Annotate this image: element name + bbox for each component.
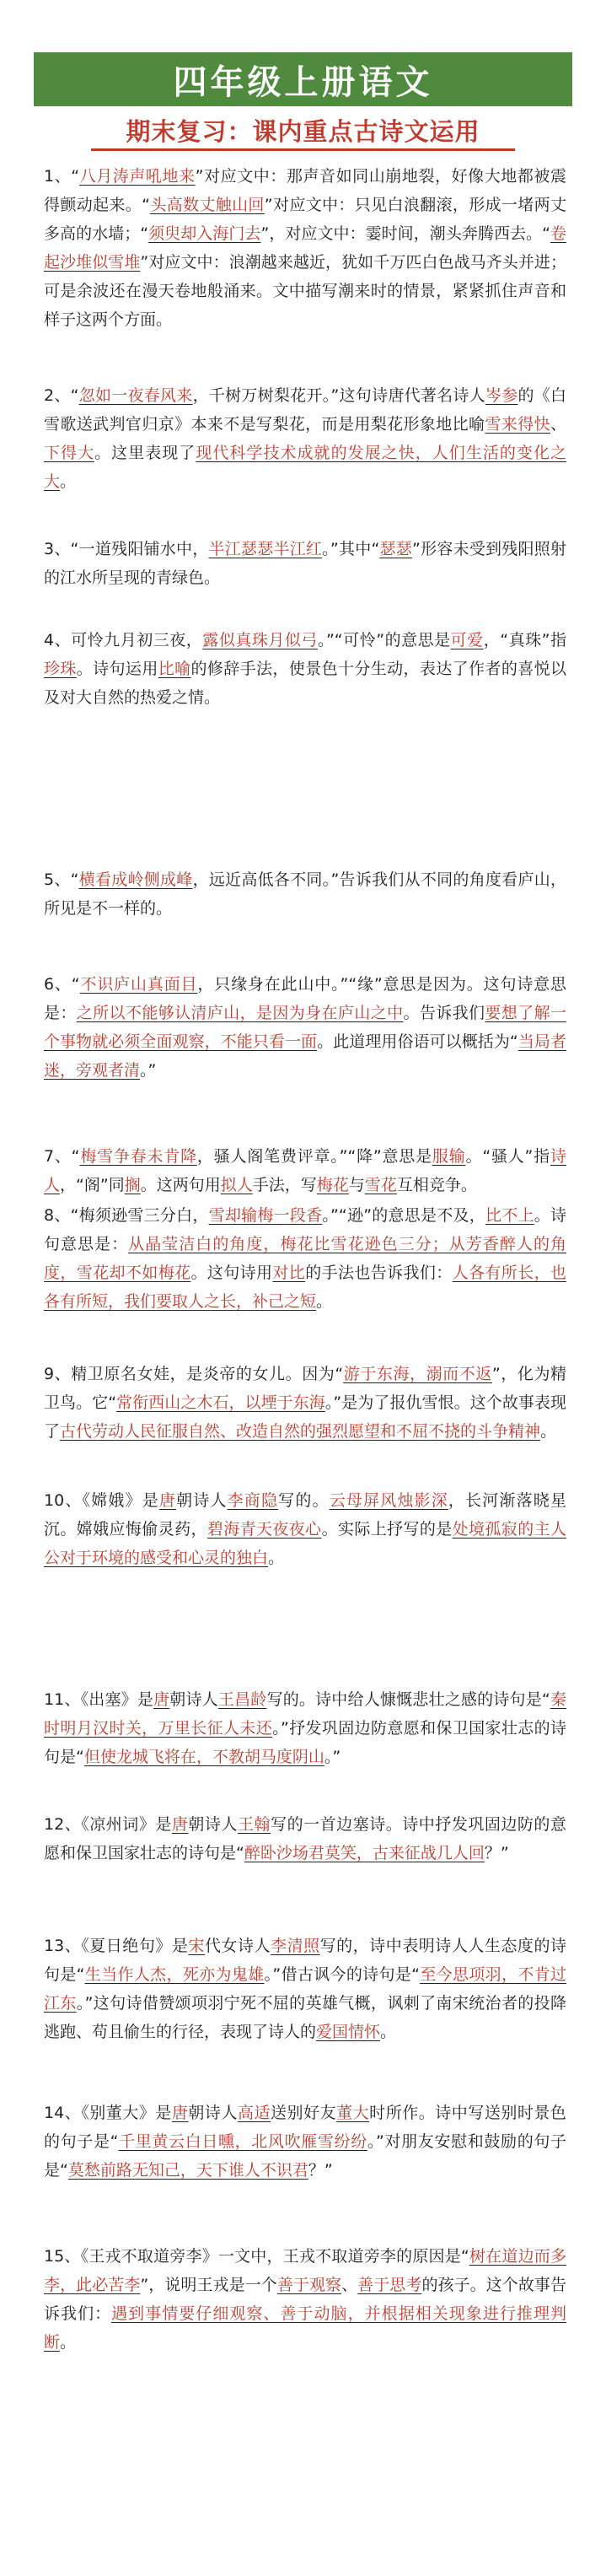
key-phrase: 王昌龄 xyxy=(217,1690,267,1709)
subtitle-underline xyxy=(91,148,515,151)
review-item-4 xyxy=(44,626,566,712)
key-phrase: 头高数丈触山回 xyxy=(149,196,265,214)
key-phrase: 不识庐山真面目 xyxy=(79,975,198,994)
key-phrase: 善于思考 xyxy=(357,2276,422,2294)
key-phrase: 至今思项羽，不肯过江东 xyxy=(44,1965,566,2013)
page-subtitle: 期末复习：课内重点古诗文运用 xyxy=(126,117,480,146)
key-phrase: 唐 xyxy=(171,1815,189,1834)
key-phrase: 现代科学技术成就的发展之快，人们生活的变化之大 xyxy=(44,444,566,491)
key-phrase: 珍珠 xyxy=(44,660,77,678)
key-phrase: 人各有所长，也各有所短，我们要取人之长，补己之短 xyxy=(44,1264,566,1311)
key-phrase: 古代劳动人民征服自然、改造自然的强烈愿望和不屈不挠的斗争精神 xyxy=(60,1422,541,1441)
key-phrase: 卷起沙堆似雪堆 xyxy=(44,224,566,272)
key-phrase: 之所以不能够认清庐山，是因为身在庐山之中 xyxy=(76,1004,404,1022)
text-segment: ”对应文中：只见白浪翻滚，形成一堵两丈多高的水墙；“ xyxy=(44,196,566,243)
text-segment: 14、《别董大》是 xyxy=(44,2104,172,2122)
text-segment: 。 xyxy=(60,2333,77,2352)
text-segment: 。诗句意思是： xyxy=(44,1206,566,1253)
review-item-1 xyxy=(44,162,566,334)
text-segment: ，千树万树梨花开。”这句诗唐代著名诗人 xyxy=(192,386,485,405)
text-segment: 。这里表现了 xyxy=(94,444,196,462)
text-segment: 。”是为了报仇雪恨。这个故事表现了 xyxy=(44,1393,566,1441)
review-item-9 xyxy=(44,1360,566,1446)
review-item-6 xyxy=(44,970,566,1085)
key-phrase: 拟人 xyxy=(220,1176,253,1194)
text-segment: ，“真珠”指 xyxy=(483,631,566,649)
key-phrase: 梅雪争春未肯降 xyxy=(79,1147,197,1166)
review-item-7 xyxy=(44,1142,566,1199)
key-phrase: 雪来得快 xyxy=(485,415,550,434)
key-phrase: 半江瑟瑟半江红 xyxy=(208,540,323,558)
key-phrase: 下得大 xyxy=(44,444,95,462)
key-phrase: 爱国情怀 xyxy=(316,2023,381,2041)
text-segment: 9、精卫原名女娃，是炎帝的女儿。因为“ xyxy=(44,1365,344,1383)
text-segment: 。此道理用俗语可以概括为“ xyxy=(317,1032,518,1051)
key-phrase: 诗人 xyxy=(44,1147,566,1194)
text-segment: 。”“逊”的意思是不及， xyxy=(322,1206,485,1225)
key-phrase: 董大 xyxy=(336,2104,370,2122)
text-segment: ，长河渐落晓星沉。嫦娥应悔偷灵药， xyxy=(44,1491,566,1539)
key-phrase: 生当作人杰，死亦为鬼雄 xyxy=(84,1965,265,1984)
key-phrase: 从晶莹洁白的角度，梅花比雪花逊色三分；从芳香醉人的角度，雪花却不如梅花 xyxy=(44,1235,566,1282)
text-segment: 。”对朋友安慰和鼓励的句子是“ xyxy=(44,2132,566,2180)
text-segment: 。“骚人”指 xyxy=(465,1147,550,1166)
text-segment: ？” xyxy=(308,2161,333,2180)
key-phrase: 横看成岭侧成峰 xyxy=(78,870,193,889)
text-segment: 的手法也告诉我们： xyxy=(305,1264,453,1282)
review-item-8 xyxy=(44,1201,566,1316)
key-phrase: 服输 xyxy=(432,1147,466,1166)
text-segment: 与 xyxy=(348,1176,365,1194)
key-phrase: 八月涛声吼地来 xyxy=(79,167,196,186)
key-phrase: 游于东海，溺而不返 xyxy=(343,1365,492,1383)
review-item-13 xyxy=(44,1932,566,2046)
key-phrase: 要想了解一个事物就必须全面观察，不能只看一面 xyxy=(44,1004,566,1051)
text-segment: 8、“梅须逊雪三分白， xyxy=(44,1206,209,1225)
key-phrase: 当局者迷，旁观者清 xyxy=(44,1032,566,1080)
text-segment: 的《白雪歌送武判官归京》本来不是写梨花，而是用梨花形象地比喻 xyxy=(44,386,566,434)
key-phrase: 碧海青天夜夜心 xyxy=(206,1520,322,1539)
text-segment: ，骚人阁笔费评章。”“降”意思是 xyxy=(196,1147,432,1166)
key-phrase: 李商隐 xyxy=(227,1491,279,1510)
text-segment: ”形容未受到残阳照射的江水所呈现的青绿色。 xyxy=(44,540,566,587)
key-phrase: 但使龙城飞将在，不教胡马度阴山 xyxy=(83,1748,324,1766)
key-phrase: 善于观察 xyxy=(276,2276,342,2294)
text-segment: 。”其中“ xyxy=(322,540,380,558)
text-segment: 1、“ xyxy=(44,167,80,186)
key-phrase: 须臾却入海门去 xyxy=(148,224,261,243)
page-title: 四年级上册语文 xyxy=(173,62,433,102)
text-segment: 朝诗人 xyxy=(176,1491,228,1510)
key-phrase: 忽如一夜春风来 xyxy=(78,386,193,405)
text-segment: 。这句诗用 xyxy=(190,1264,273,1282)
text-segment: 。这两句用 xyxy=(140,1176,221,1194)
key-phrase: 遇到事情要仔细观察、善于动脑，并根据相关现象进行推理判断 xyxy=(44,2304,566,2352)
text-segment: 。 xyxy=(316,1292,333,1311)
text-segment: 。” xyxy=(140,1061,157,1080)
review-item-11 xyxy=(44,1685,566,1771)
text-segment: 写的。诗中给人慷慨悲壮之感的诗句是“ xyxy=(266,1690,550,1709)
key-phrase: 王翰 xyxy=(237,1815,271,1834)
text-segment: 送别好友 xyxy=(271,2104,337,2122)
key-phrase: 露似真珠月似弓 xyxy=(202,631,318,649)
review-item-5 xyxy=(44,865,566,923)
text-segment: ，只缘身在此山中。”“缘”意思是因为。这句诗意思是： xyxy=(44,975,566,1022)
text-segment: ”对应文中：浪潮越来越近，犹如千万匹白色战马齐头并进；可是余波还在漫天卷地般涌来。文中描写潮来时的情景，紧紧抓住声音和样子这两个方面。 xyxy=(44,253,566,329)
review-item-3 xyxy=(44,535,566,592)
text-segment: 写的，诗中表明诗人人生态度的诗句是“ xyxy=(44,1937,566,1984)
key-phrase: 高适 xyxy=(237,2104,271,2122)
text-segment: ”，说明王戎是一个 xyxy=(140,2276,277,2294)
text-segment: 15、《王戎不取道旁李》一文中，王戎不取道旁李的原因是“ xyxy=(44,2247,469,2266)
key-phrase: 瑟瑟 xyxy=(379,540,413,558)
text-segment: 。”“可怜”的意思是 xyxy=(317,631,451,649)
key-phrase: 比喻 xyxy=(158,660,191,678)
text-segment: 写的一首边塞诗。诗中抒发巩固边防的意愿和保卫国家壮志的诗句是“ xyxy=(44,1815,566,1862)
text-segment: 的孩子。这个故事告诉我们： xyxy=(44,2276,566,2323)
text-segment: 。” xyxy=(324,1748,341,1766)
text-segment: 。 xyxy=(60,472,77,491)
text-segment: ”，对应文中：霎时间，潮头奔腾西去。“ xyxy=(260,224,550,243)
text-segment: 11、《出塞》是 xyxy=(44,1690,154,1709)
review-item-15 xyxy=(44,2242,566,2357)
text-segment: 。 xyxy=(268,1549,285,1567)
text-segment: 。”借古讽今的诗句是“ xyxy=(264,1965,421,1984)
text-segment: 。 xyxy=(380,2023,397,2041)
text-segment: ，“阁”同 xyxy=(60,1176,125,1194)
key-phrase: 秦时明月汉时关，万里长征人未还 xyxy=(44,1690,566,1738)
text-segment: 6、“ xyxy=(44,975,80,994)
key-phrase: 梅花 xyxy=(316,1176,349,1194)
text-segment: 5、“ xyxy=(44,870,79,889)
text-segment: ，远近高低各不同。”告诉我们从不同的角度看庐山，所见是不一样的。 xyxy=(44,870,566,918)
key-phrase: 千里黄云白日曛，北风吹雁雪纷纷 xyxy=(118,2132,367,2151)
text-segment: 13、《夏日绝句》是 xyxy=(44,1937,189,1955)
text-segment: 7、“ xyxy=(44,1147,80,1166)
title-banner xyxy=(34,52,572,106)
key-phrase: 雪却输梅一段香 xyxy=(208,1206,323,1225)
key-phrase: 树在道边而多李，此必苦李 xyxy=(44,2247,566,2294)
key-phrase: 处境孤寂的主人公对于环境的感受和心灵的独白 xyxy=(44,1520,566,1567)
text-segment: 写的。 xyxy=(278,1491,330,1510)
text-segment: 、 xyxy=(341,2276,358,2294)
key-phrase: 对比 xyxy=(272,1264,306,1282)
key-phrase: 可爱 xyxy=(450,631,484,649)
key-phrase: 醉卧沙场君莫笑，古来征战几人回 xyxy=(244,1844,485,1862)
text-segment: ”对应文中：那声音如同山崩地裂，好像大地都被震得颤动起来。“ xyxy=(44,167,566,214)
text-segment: 。”抒发巩固边防意愿和保卫国家壮志的诗句是“ xyxy=(44,1719,566,1766)
text-segment: ？” xyxy=(484,1844,509,1862)
text-segment: 朝诗人 xyxy=(169,1690,218,1709)
text-segment: 。告诉我们 xyxy=(403,1004,485,1022)
key-phrase: 云母屏风烛影深 xyxy=(329,1491,448,1510)
text-segment: 4、可怜九月初三夜， xyxy=(44,631,203,649)
text-segment: 朝诗人 xyxy=(188,2104,238,2122)
text-segment: 的修辞手法，使景色十分生动，表达了作者的喜悦以及对大自然的热爱之情。 xyxy=(44,660,566,707)
review-item-12 xyxy=(44,1810,566,1867)
text-segment: 。实际上抒写的是 xyxy=(321,1520,453,1539)
key-phrase: 常衔西山之木石，以堙于东海 xyxy=(116,1393,325,1412)
text-segment: 手法，写 xyxy=(252,1176,317,1194)
text-segment: 。诗句运用 xyxy=(76,660,158,678)
text-segment: 、 xyxy=(550,415,566,434)
key-phrase: 搁 xyxy=(124,1176,141,1194)
key-phrase: 宋 xyxy=(188,1937,205,1955)
key-phrase: 李清照 xyxy=(271,1937,320,1955)
text-segment: 10、《嫦娥》是 xyxy=(44,1491,159,1510)
key-phrase: 莫愁前路无知己，天下谁人不识君 xyxy=(67,2161,308,2180)
review-item-2 xyxy=(44,381,566,496)
text-segment: 3、“一道残阳铺水中， xyxy=(44,540,209,558)
text-segment: 时所作。诗中写送别时景色的句子是“ xyxy=(44,2104,566,2151)
review-item-10 xyxy=(44,1486,566,1572)
key-phrase: 唐 xyxy=(158,1491,177,1510)
text-segment: 代女诗人 xyxy=(204,1937,271,1955)
key-phrase: 唐 xyxy=(153,1690,170,1709)
text-segment: 2、“ xyxy=(44,386,79,405)
text-segment: 朝诗人 xyxy=(188,1815,238,1834)
text-segment: 。”这句诗借赞颂项羽宁死不屈的英雄气概，讽刺了南宋统治者的投降逃跑、苟且偷生的行径，表现了诗人的 xyxy=(44,1994,566,2041)
text-segment: 互相竞争。 xyxy=(396,1176,477,1194)
key-phrase: 雪花 xyxy=(364,1176,397,1194)
text-segment: ”，化为精卫鸟。它“ xyxy=(44,1365,567,1412)
review-item-14 xyxy=(44,2099,566,2185)
key-phrase: 唐 xyxy=(171,2104,189,2122)
text-segment: 12、《凉州词》是 xyxy=(44,1815,172,1834)
key-phrase: 比不上 xyxy=(485,1206,534,1225)
key-phrase: 岑参 xyxy=(485,386,518,405)
text-segment: 。 xyxy=(540,1422,557,1441)
